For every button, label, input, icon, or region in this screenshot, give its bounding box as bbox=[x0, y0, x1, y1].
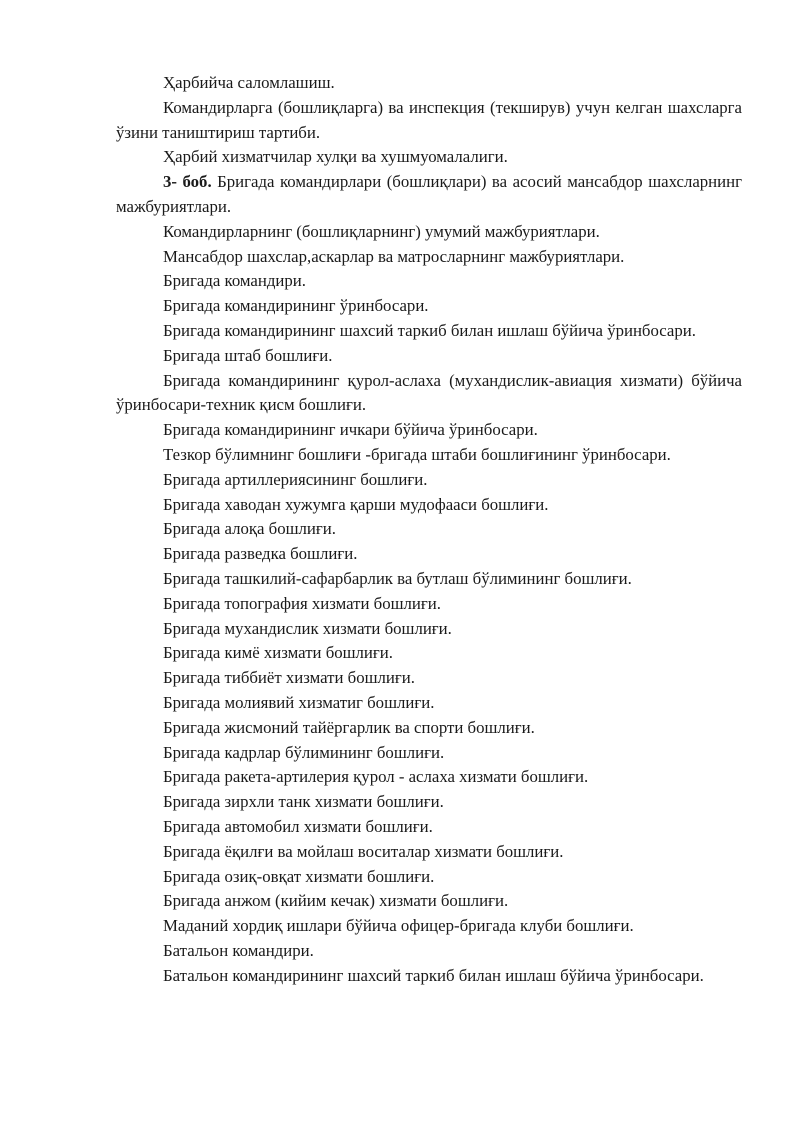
paragraph: Ҳарбий хизматчилар хулқи ва хушмуомалалиги. bbox=[163, 147, 508, 167]
paragraph: Ҳарбийча саломлашиш. bbox=[163, 73, 335, 92]
paragraph: Бригада тиббиёт хизмати бошлиғи. bbox=[163, 668, 415, 688]
paragraph: Бригада кадрлар бўлимининг бошлиғи. bbox=[163, 742, 445, 762]
paragraph: Бригада хаводан хужумга қарши мудофааси бошлиғи. bbox=[163, 494, 549, 514]
paragraph: Мансабдор шахслар,аскарлар ва матросларнинг мажбуриятлари. bbox=[163, 246, 625, 266]
chapter-label: 3- боб. bbox=[163, 172, 212, 192]
paragraph: Бригада жисмоний тайёргарлик ва спорти бошлиғи. bbox=[163, 717, 535, 737]
paragraph: Бригада анжом (кийим кечак) хизмати бошлиғи. bbox=[163, 891, 509, 911]
paragraph: Бригада штаб бошлиғи. bbox=[163, 345, 333, 365]
chapter-heading-paragraph bbox=[116, 170, 742, 220]
paragraph: Бригада зирхли танк хизмати бошлиғи. bbox=[163, 792, 444, 812]
paragraph: Бригада артиллериясининг бошлиғи. bbox=[163, 469, 428, 489]
paragraph: Бригада командирининг ичкари бўйича ўринбосари. bbox=[163, 420, 538, 440]
paragraph: Бригада ракета-артилерия қурол - аслаха хизмати бошлиғи. bbox=[163, 767, 589, 787]
paragraph: Бригада топография хизмати бошлиғи. bbox=[163, 593, 441, 613]
paragraph: Командирларга (бошлиқларга) ва инспекция (текширув) учун келган шахсларга ўзини таништириш тартиби. bbox=[116, 97, 742, 142]
paragraph: Бригада автомобил хизмати бошлиғи. bbox=[163, 816, 433, 836]
paragraph: Бригада разведка бошлиғи. bbox=[163, 544, 358, 564]
paragraph: Батальон командирининг шахсий таркиб билан ишлаш бўйича ўринбосари. bbox=[163, 965, 704, 985]
chapter-title: Бригада командирлари (бошлиқлари) ва асосий мансабдор шахсларнинг мажбуриятлари. bbox=[116, 172, 742, 216]
paragraph: Бригада ташкилий-сафарбарлик ва бутлаш бўлимининг бошлиғи. bbox=[163, 568, 632, 588]
paragraph: Маданий хордиқ ишлари бўйича офицер-бригада клуби бошлиғи. bbox=[163, 916, 634, 936]
paragraph: Бригада мухандислик хизмати бошлиғи. bbox=[163, 618, 452, 638]
paragraph: Бригада командирининг шахсий таркиб билан ишлаш бўйича ўринбосари. bbox=[163, 320, 696, 340]
paragraph: Бригада ёқилғи ва мойлаш воситалар хизмати бошлиғи. bbox=[163, 841, 564, 861]
paragraph: Тезкор бўлимнинг бошлиғи -бригада штаби бошлиғининг ўринбосари. bbox=[163, 444, 671, 464]
document-body bbox=[116, 71, 742, 988]
paragraph: Бригада молиявий хизматиг бошлиғи. bbox=[163, 692, 435, 712]
paragraph: Бригада кимё хизмати бошлиғи. bbox=[163, 643, 393, 663]
paragraph: Бригада алоқа бошлиғи. bbox=[163, 519, 336, 539]
paragraph: Батальон командири. bbox=[163, 940, 314, 960]
paragraph: Бригада озиқ-овқат хизмати бошлиғи. bbox=[163, 866, 435, 886]
paragraph: Бригада командирининг қурол-аслаха (мухандислик-авиация хизмати) бўйича ўринбосари-техник қисм бошлиғи. bbox=[116, 370, 742, 415]
paragraph: Бригада командирининг ўринбосари. bbox=[163, 296, 429, 316]
paragraph: Бригада командири. bbox=[163, 271, 306, 291]
paragraph: Командирларнинг (бошлиқларнинг) умумий мажбуриятлари. bbox=[163, 221, 600, 241]
